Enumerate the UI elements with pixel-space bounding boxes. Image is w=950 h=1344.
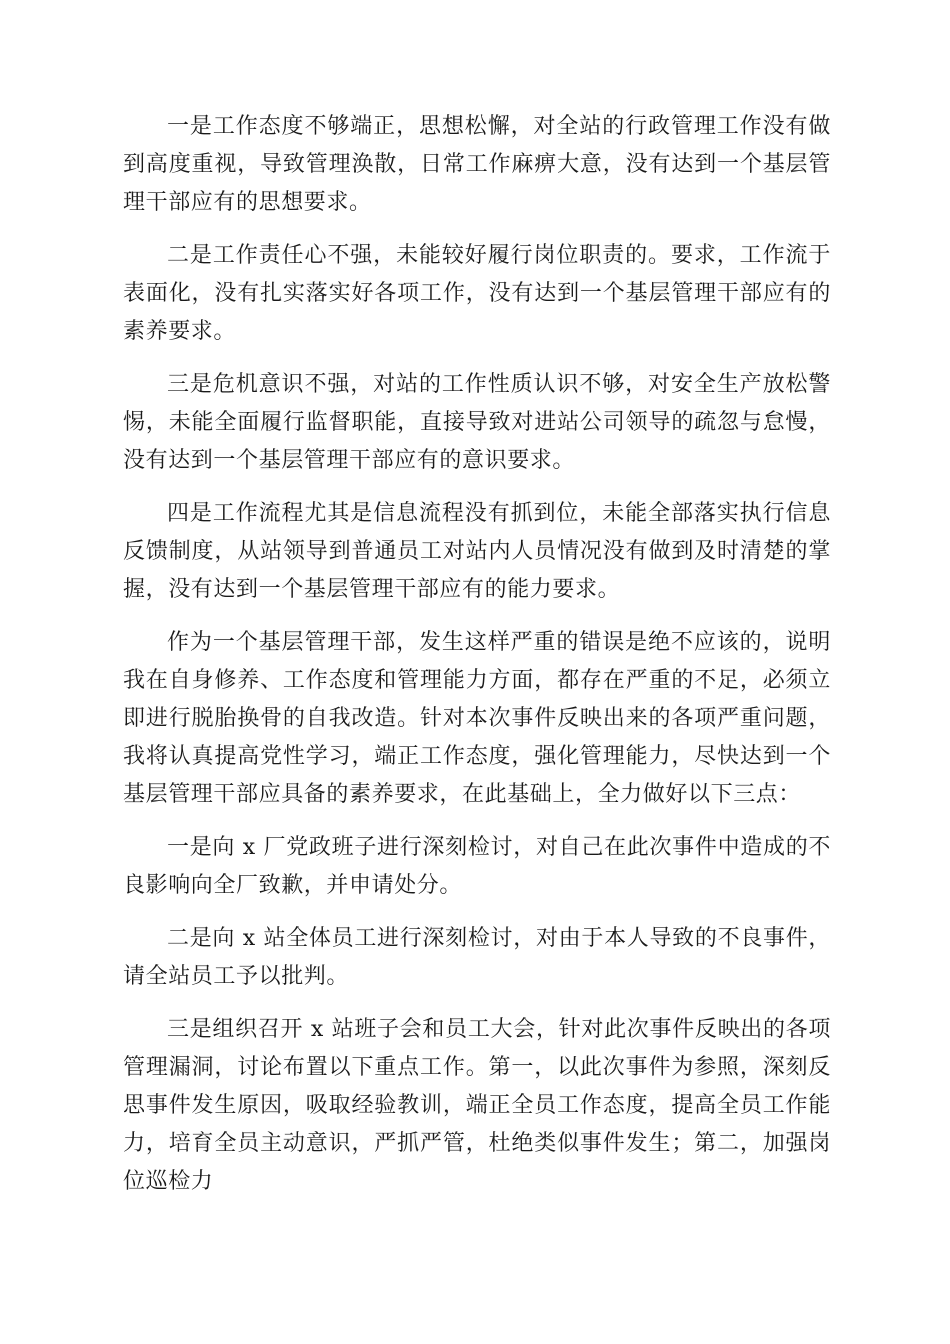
document-body <box>123 108 831 1216</box>
paragraph-self-reflection: 作为一个基层管理干部，发生这样严重的错误是绝不应该的，说明我在自身修养、工作态度和管理能力方面，都存在严重的不足，必须立即进行脱胎换骨的自我改造。针对本次事件反映出来的各项严重问题，我将认真提高党性学习，端正工作态度，强化管理能力，尽快达到一个基层管理干部应具备的素养要求，在此基础上，全力做好以下三点： <box>123 630 831 807</box>
paragraph-action-one: 一是向 x 厂党政班子进行深刻检讨，对自己在此次事件中造成的不良影响向全厂致歉，并申请处分。 <box>123 835 831 898</box>
paragraph-action-two: 二是向 x 站全体员工进行深刻检讨，对由于本人导致的不良事件，请全站员工予以批判。 <box>123 926 831 989</box>
paragraph-responsibility: 二是工作责任心不强，未能较好履行岗位职责的。要求，工作流于表面化，没有扎实落实好各项工作，没有达到一个基层管理干部应有的素养要求。 <box>123 243 831 344</box>
paragraph-crisis-awareness: 三是危机意识不强，对站的工作性质认识不够，对安全生产放松警惕，未能全面履行监督职能，直接导致对进站公司领导的疏忽与怠慢，没有达到一个基层管理干部应有的意识要求。 <box>123 372 831 473</box>
paragraph-workflow: 四是工作流程尤其是信息流程没有抓到位，未能全部落实执行信息反馈制度，从站领导到普通员工对站内人员情况没有做到及时清楚的掌握，没有达到一个基层管理干部应有的能力要求。 <box>123 501 831 602</box>
paragraph-attitude: 一是工作态度不够端正，思想松懈，对全站的行政管理工作没有做到高度重视，导致管理涣散，日常工作麻痹大意，没有达到一个基层管理干部应有的思想要求。 <box>123 114 831 215</box>
paragraph-action-three: 三是组织召开 x 站班子会和员工大会，针对此次事件反映出的各项管理漏洞，讨论布置以下重点工作。第一，以此次事件为参照，深刻反思事件发生原因，吸取经验教训，端正全员工作态度，提高全员工作能力，培育全员主动意识，严抓严管，杜绝类似事件发生；第二，加强岗位巡检力 <box>123 1017 831 1194</box>
